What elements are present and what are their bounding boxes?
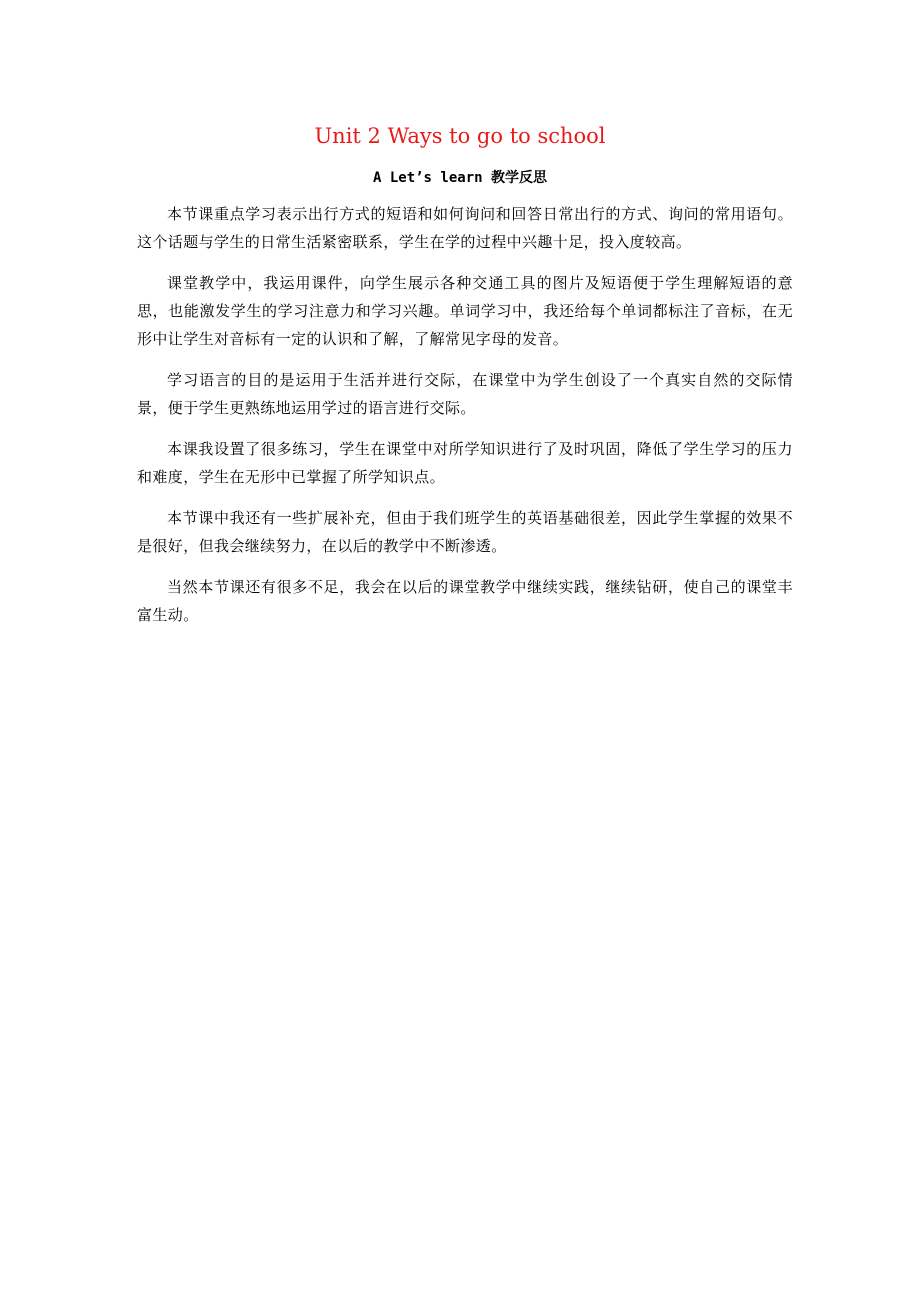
paragraph: 当然本节课还有很多不足，我会在以后的课堂教学中继续实践，继续钻研，使自己的课堂丰富生动。 bbox=[137, 578, 793, 624]
paragraph: 本节课重点学习表示出行方式的短语和如何询问和回答日常出行的方式、询问的常用语句。这个话题与学生的日常生活紧密联系，学生在学的过程中兴趣十足，投入度较高。 bbox=[137, 205, 793, 251]
paragraph: 本课我设置了很多练习，学生在课堂中对所学知识进行了及时巩固，降低了学生学习的压力和难度，学生在无形中已掌握了所学知识点。 bbox=[137, 440, 793, 486]
document-subtitle: A Let’s learn 教学反思 bbox=[372, 170, 547, 186]
paragraph: 课堂教学中，我运用课件，向学生展示各种交通工具的图片及短语便于学生理解短语的意思，也能激发学生的学习注意力和学习兴趣。单词学习中，我还给每个单词都标注了音标，在无形中让学生对音标有一定的认识和了解，了解常见字母的发音。 bbox=[137, 274, 793, 348]
paragraph: 本节课中我还有一些扩展补充，但由于我们班学生的英语基础很差，因此学生掌握的效果不是很好，但我会继续努力，在以后的教学中不断渗透。 bbox=[137, 509, 793, 555]
document-title: Unit 2 Ways to go to school bbox=[314, 124, 606, 148]
paragraph: 学习语言的目的是运用于生活并进行交际，在课堂中为学生创设了一个真实自然的交际情景，便于学生更熟练地运用学过的语言进行交际。 bbox=[137, 371, 793, 417]
document-body bbox=[137, 200, 793, 642]
